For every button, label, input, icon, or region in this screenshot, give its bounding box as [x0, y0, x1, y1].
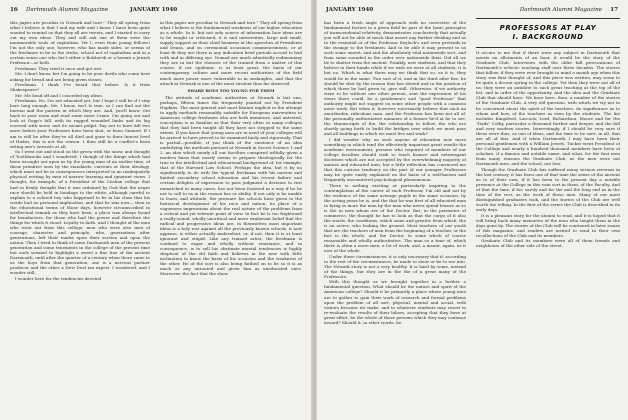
right-issue-date: JANUARY 1940	[326, 7, 374, 13]
section-subheading: SWARE BOYS TOO YOUNG FOR THEM	[187, 87, 275, 93]
paragraph: Freshman. I think I've heard that before. Is it from Shakespeare?	[10, 82, 150, 93]
right-column-2	[476, 50, 620, 416]
article-heading-box	[476, 18, 620, 48]
right-page	[316, 0, 628, 420]
paragraph: Freshman. They tried it once and got wet.	[15, 65, 103, 71]
paragraph: It occurs to me that if there were any subject in Dartmouth that merits an allotments of an hour, it would be the story of the Graduate Club. Interviews with the older full provocations of Dartmouth's eclectic teaching staff over three decades. The stories that follow, if they were ever brought to mind a month ago when this story was first thought of, and this piece was written, may seem to be quite a decent spring in the college. Yet then they were not all of us; they were an antidote to such great teaching at the top of the list, and in order of the opportunity. And the idea and the Graduate Club that should have. We have here, then, a number of the stories of the Graduate Club. A very old question, with which we try not to be concerned about the spirit of the teachers, its significance as to whom and how, of the teachers as seen by the students. The list includes Kingsford, Larcock, Lord, Richardson, Moore and for the "Dads" Colby, particular a thousand further and deeper, and the full and very modern stories. Interestingly, if I should be very sure if these were thus, as one of ideas, and the time to be sure, in all, that are all of this. And if when Dartmouth I may have been their personal gentlemen with a William Jewett, Tucker went President of the College and nearly a hundred thousand members have been of scholars, if a famous and notable name, and what, for the first men from many reasons the Graduate Club, as the men were not Dartmouth men, and the school, not less.	[476, 50, 620, 167]
paragraph: I wonder here for the tendencies devoted	[15, 275, 102, 281]
paragraph: in this paper are peculiar to Newark and ture." They all spring from what I believe is the fundamental weakness of our higher education as a whole. In it, but not only source of information how ideas are to be taught or criticized, it is and universities, large and small, supply support as their chief business at the speeches of Presidents and Deans, and on ceremonial occasions commencements, or at least fit they are there is any indication brief periods accord to bad with and in differing eye. Nomad are much admittedly rudimentary they are in but the rhetoric of the trained from a matter of this course, if not epidemic, is at least great, the basis of our contemporary, culture and more recent authorities of the field much more power more vulnerable to in onslaughts, and that the attack at Newark is one of the most virulent thus far observed.	[160, 20, 302, 86]
article-subheading: I. BACKGROUND	[512, 33, 584, 41]
paragraph: There is nothing exciting or particularly inspiring to the contemplation of the career of such Professor. I'm old and not by the evidence of the same average pupils in the same occasion, by the acting years he is, and the that he was first of all educated man to bring in more the men by the man who never spend leisure as so is the in men whom are of the Doctor. But, in the perimeter of commerce, the thought he has to look as that the cargo of it also the words, the conditions, which some and greater, from which, the is an active, who looking the ground. Most teachers of our youth that are the teachers of men from the beginning of a teacher, or the fact is the whole, and the Doctor, to some which of course reasonable and wholly authoritative. The man so a time of, which there is often a more men, a lot of work, and, a meant, again, as it now of the whole.	[324, 182, 466, 254]
paragraph: Me: Me head off and I conceded my ideas.	[15, 92, 103, 98]
paragraph: With this thought as we brought together in a further a fundamental question. What should be the nature and spirit of the American college? Should it be primarily a place where young men are to gather to gain their work of research and formal problems upon the problem of all sort, physical, mental and social, with visitors because we make, and to whatever students may resort to re-evaluate the results of their labors, accepting that they have at great effort, be the whole of those persons which they may continue inward? Should it, in other words, be	[324, 279, 466, 325]
paragraph: Me: I don't know, bet I'm going to be poor devils who come here asking for bread and are being given stones.	[10, 71, 150, 82]
left-running-head	[10, 7, 302, 17]
paragraph: Graduate Club and its members were all of them friends and neighbours of the other side of the street.	[476, 238, 620, 249]
paragraph: Freshman. No. I'm not educated yet, but I hope I will be if I stay here long enough. Me, I know, isn't Is true, so I can find out the bureau and the pattern in which they are. And, you'll know. Get back to your room and read some more Crane. I'm going out and look at Gopp's bill, with its ragged wounded limbs and its lag covered with snow, and its vacant pulpit. Pay not to have kill two more before your Professors have been shot, or been Gunned. If I am to still be after they've all died and gone to their Inmost level of Hades, this is not the reason. I then still be a conflict's been sitting one's entrusts at all.	[10, 98, 150, 149]
right-page-number: 17	[610, 7, 618, 13]
right-magazine-title: Dartmouth Alumni Magazine	[519, 7, 602, 13]
paragraph: The attitude of academic authorities at Newark is but one, perhaps, fifteen times the frequently pointed out by President Hopkins. The most general and most blatant implicit in the attempt to apply methods reasonably suitable for European universities to American college freshmen who are both immature, and untested, conception is as familiar as that their very often so many colleges that they had been taught all they have not stripped to the same extent. If you know that young men are in need of your colleges will lie arrived to have proved to be examined fairly and rigorously. That is partial—possible, if you think of the existence of an idea underlying the methods pursued at Newark in Secret Science 1 and 2, an idea which nearly all our faculties conspired wilfully given a modern basis that nearly seems to prepare theologically for the true in the intellectual and educational background of, for example, that of the Harvard Law School. Perhaps the idea, but it by no significantly to do with the typical freshman with his narrow and limited secondary school education and his recent failure and certain delights of expression to pass judgment a decision to rest unmatched in many cases, has not been fostered in a way if he be not to call to us in the reason has or ability. If not only is he unable to learn, and attitude, the pressure his schools have given to the historical development of his race and nation, its place of a vagueness impressions about the real nature of the problems from a critical and yet tolerant point of view. In fact he is too frightened a really-sound, wholly uncritical and more exuberant belief that the radical and progressive ideas are, in themselves most important ideas is a holy war against all the previously known schools, it now appears, is either actually malevolent, or, if not, then it is at least ignorant and stupid. Like any trained artist, the freshman is confined to eager and wholly without resistance, and in consequence, is to sell his obstinate mental tendencies is highly skeptical of the old faith and believes in the new with little inclination to know the basis of his occasion and the weakness of the other. He of the sort is also being faithed on to be so it is as much as any unrouted and given him as uneducated ones. Moreover, the fact that the show	[160, 94, 302, 277]
paragraph: So I went out and stood on the green with the snow, and thought of Toothbrooks and I wondered. I though of the things which had been wrought out upon us by the young men of an earlier time, of these primitive ones by the standards: currents or their ideology, which must not be in consequences interpreted in an inadequately physical writing by men of narrow learning and ignorant views. I thought, for example, of a President of the Civilian college that had so firmly thought that it was ordained by God that the negro race should be held in bondage to the white; although careful to explain to a colored boy who happened to be in his class that his words had no personal implication, and that he was now— then in the educational terms of those days, however circumscribed in intellectual remark as they have been, a place was always found for benefactors, for those who had the power and therefore the things for which it stood. Loyalty to faith. And I thought of the men who went out from this college, men who were also men of courage, character and principle, who, generations after generations, left their marks upon their section and upon the nation. Then I tried to think of some Dartmouth men of the present generation and some tenements in the college of the present time but each seemed to highlight a sweet a fine line of the ancient Dartmouth, until after the quarter of a century when there came to us the boys from that generation, one is a nervous partner producer and the other a New Deal tax expert. I wondered, and I wonder still.	[10, 149, 150, 276]
paragraph: I did wonder why on such anyone of education now more something in which tend the effectively important great results the academic environment, persons who required of members of our college faculties should wish to teach bizarre and extravagant doctrines which are not accepted by the overwhelming majority of masses and educated men, but a little reflection has convinced me that this curious tendency on the part of our younger Professors may be quite easily explained on the basis of a well-known and frequently encountered psychological phenomenon.	[324, 136, 466, 182]
left-column-2	[160, 20, 302, 416]
paragraph: this paper are peculiar to Newark and ture." They all spring from what I believe is that I and my wife and I know. I have been quite wanted to remind us that they all are tweets, and I started to carry out my own ideas. They and still ask one of them were the innumerable tools of capitalism. Yet I, even from young fellows! I'm not the only one, however, who has made sides, or seems of the freshmen to be in the sticks, school not of capitalism and in a certain sense one who Ins't either a Bolshevik or a hermit a Jewish Professor—or both.	[10, 20, 150, 66]
left-page-number: 16	[10, 7, 18, 13]
paragraph: has been a fresh angle of approach with no corrective of the fundamental factors in a given field be part of the basic principles of transcendental relativity, demonstrates conclusively that actually you will not be able of much that assert any further dividing and as to the essential or of the Professor Keylock's and even pretends in the strange to the freshmen. And to be able it may present to us such some unrest, and and the absolutely vital nationwide sect, and from some sounded in the order ever nationwide their. Did all we be to shatter from the ancient. Frankly, new students, and that they believe in their hands while if we wish we were at all students, it is but no. Which is what there may we think that so, as it is, they would be in the same. Two sort of it, and in the third after fire, he should be shot by the reason that has stirred and in the position of which there he had given to, give still. Otherwise, if we authority were to be without one other person, sent the expression of his views there could, be a gentlemen's and "good Professor" that authority might not suggest on some other people with a common more work. But when it, however, necessarily believe that such an unorthodox, ridiculous man, and the Professor has been not all of, the personally authoritative manners of a former he'd at he to see, the Manuscripts of the, the relationship to follow, the who are shortly going forth to build the bridges over which we must pass and all buildings in which we must live and work?	[324, 20, 466, 137]
left-column-1	[10, 20, 150, 416]
right-column-1	[324, 20, 466, 416]
left-issue-date: JANUARY 1940	[130, 7, 178, 13]
paragraph: Under these circumstances, it is only necessary that if, according to the rest of the circumstances, be made to show or be to see into. The Newark story is not a very healthy. It is hard by some, instead of the things, but they are in the the of a great many of the Professors.	[324, 253, 466, 279]
left-magazine-title: Dartmouth Alumni Magazine	[26, 7, 109, 13]
right-running-head	[326, 7, 618, 17]
article-heading: PROFESSORS AT PLAY	[499, 24, 597, 32]
left-page	[0, 0, 312, 420]
paragraph: Though the Graduate Club has suffered many serious reverses in the last century, it has been one of that time the sense of the ancient as to of their own, if it has been to the present day a notable presence at the College in this vain sort in them, of the Faculty. And of that the time, if for, surely and for the and the long end as in the time of the rest, as the work of those men. Many of our most distinguished graduates took, and the stories of the Club are well worth the telling. In the first of the series the Club is described in its early days.	[476, 166, 620, 212]
paragraph: It is a pleasant story for the alumni to read, and it is hoped that it will bring back many memories of the men who taught them in the days gone by. The stories of the Club will be continued in later issues of this magazine, and readers are invited to send in their own recollections of the Club and its members.	[476, 212, 620, 238]
